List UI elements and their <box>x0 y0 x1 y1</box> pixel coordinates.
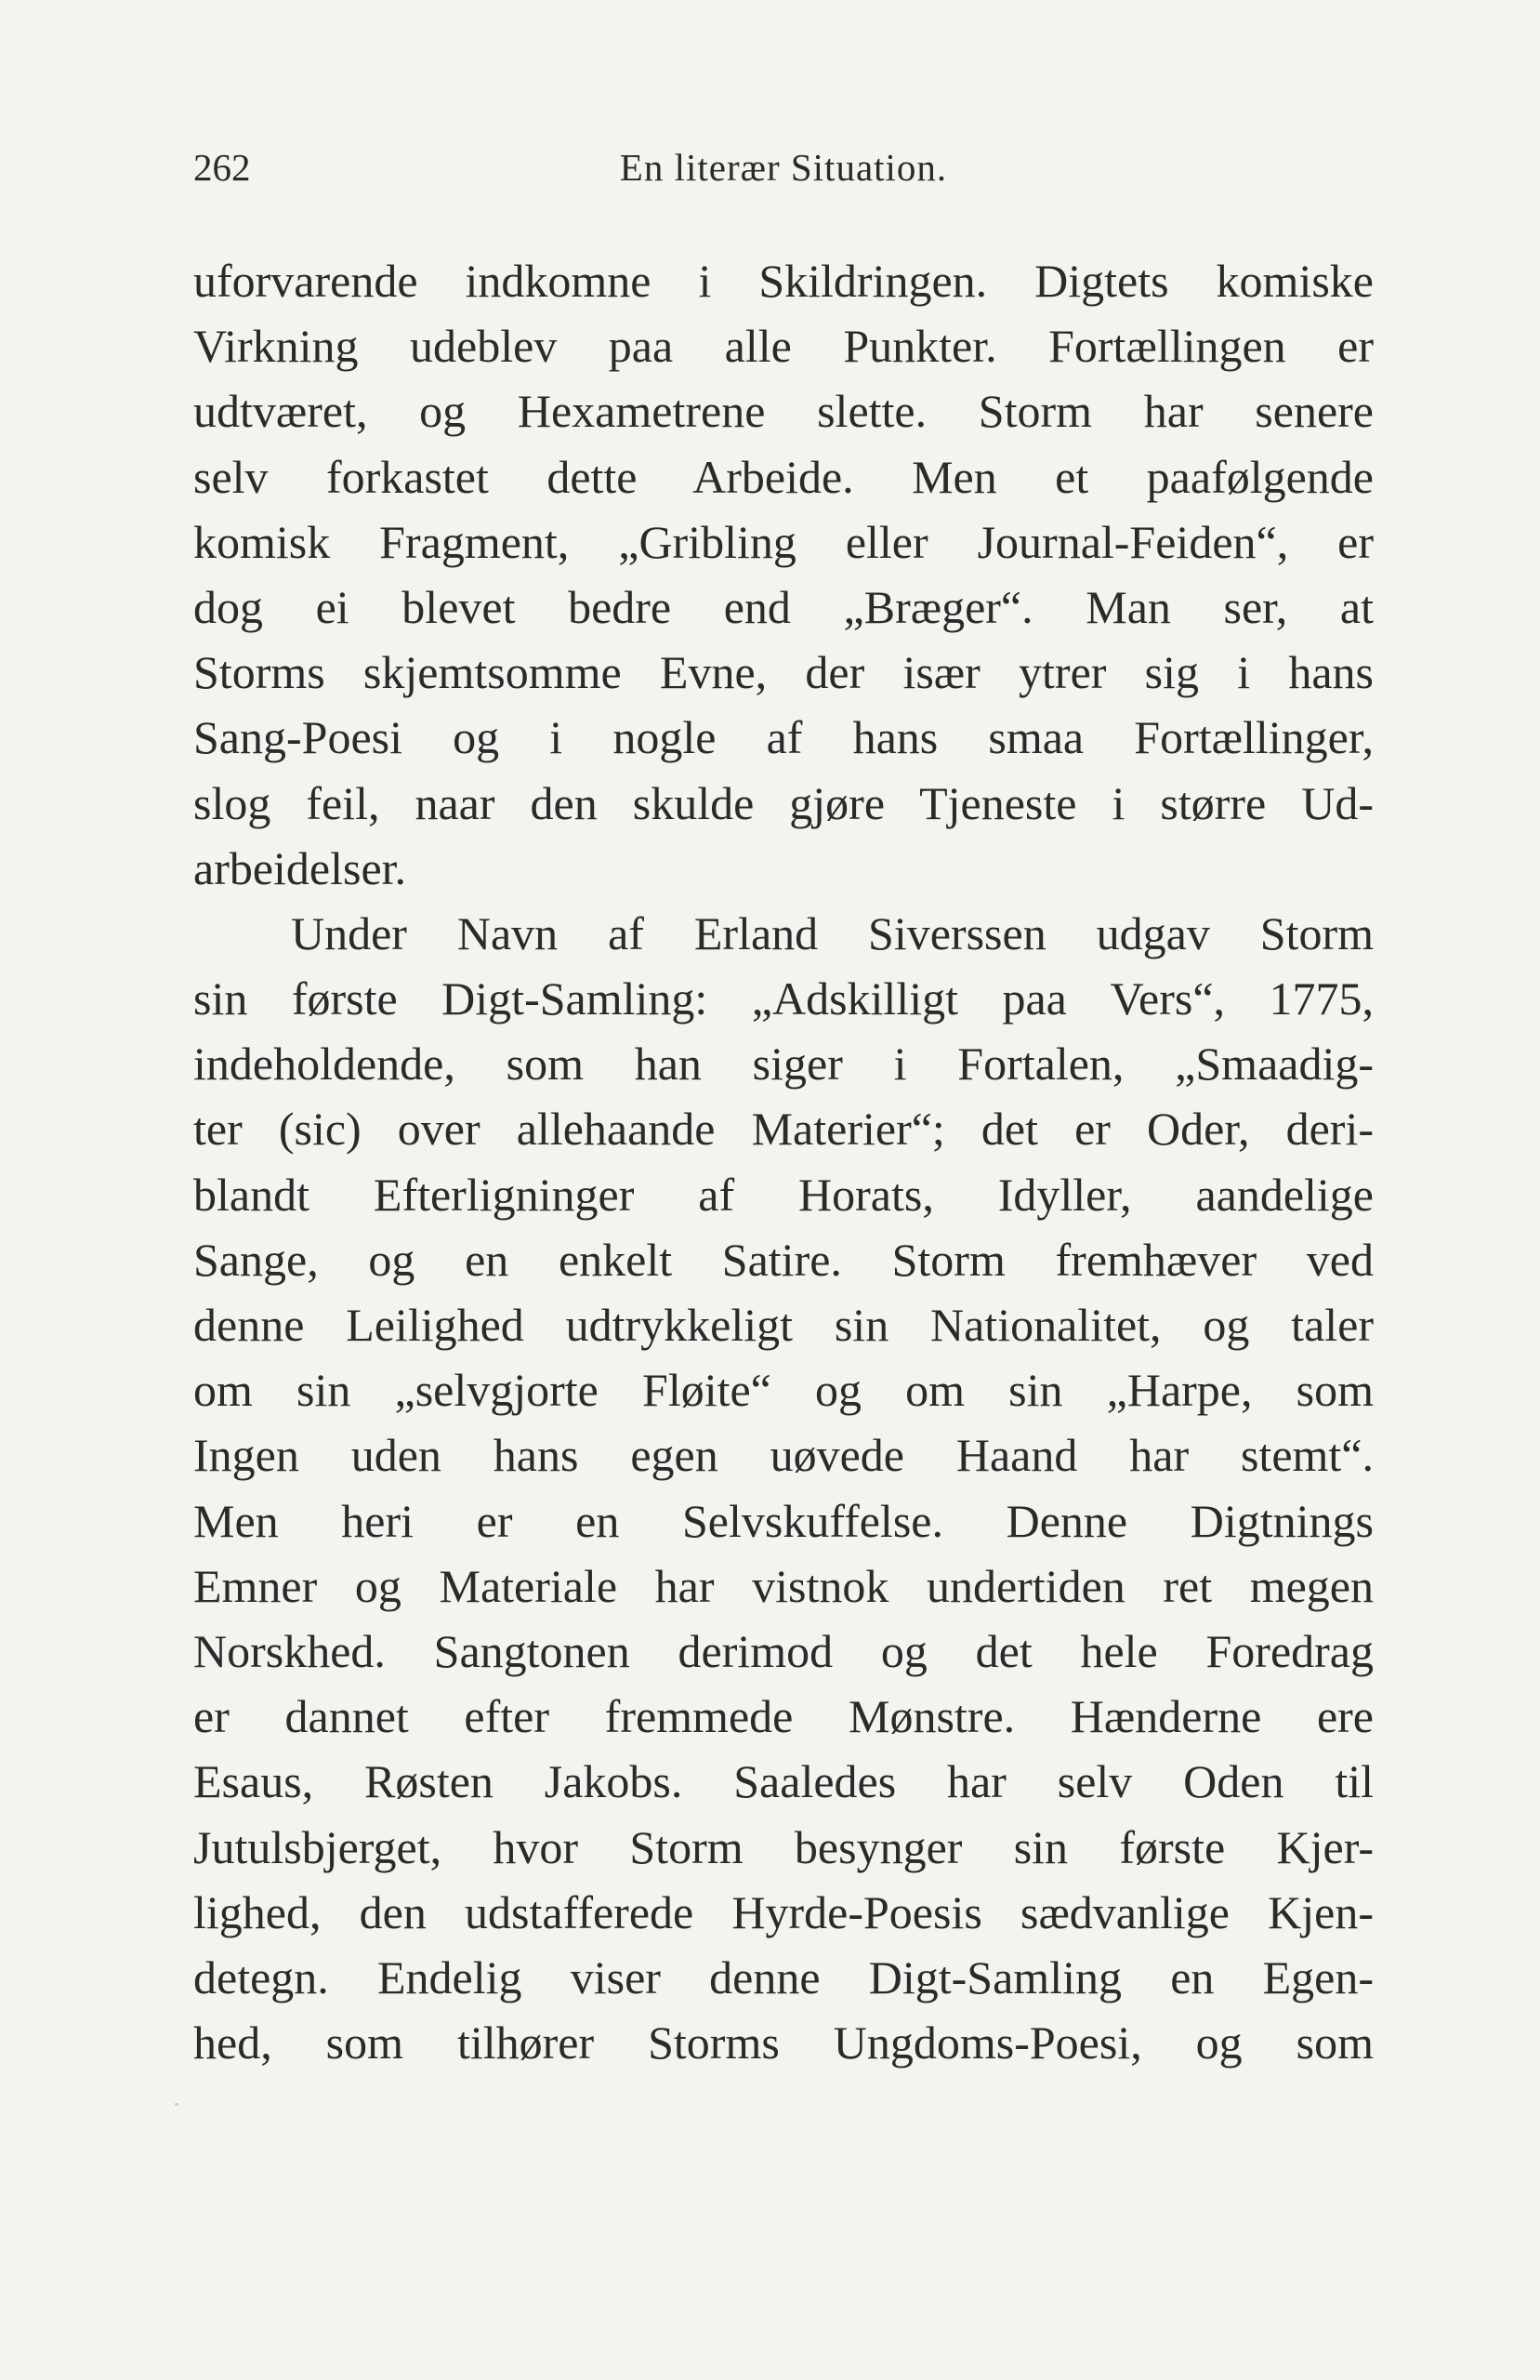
text-line: Jutulsbjerget, hvor Storm besynger sin første Kjer- <box>193 1820 1374 1873</box>
page-number: 262 <box>193 146 251 189</box>
text-line: lighed, den udstafferede Hyrde-Poesis sædvanlige Kjen- <box>193 1885 1374 1938</box>
body-text <box>193 248 1374 2075</box>
text-line: Sange, og en enkelt Satire. Storm fremhæver ved <box>193 1233 1374 1286</box>
text-line: komisk Fragment, „Gribling eller Journal-Feiden“, er <box>193 515 1374 568</box>
paper-speck <box>175 2103 178 2106</box>
text-line: Esaus, Røsten Jakobs. Saaledes har selv Oden til <box>193 1755 1374 1808</box>
paragraph-start-line: Under Navn af Erland Siverssen udgav Storm <box>291 906 1374 959</box>
running-head <box>193 139 1374 195</box>
text-line: Virkning udeblev paa alle Punkter. Fortællingen er <box>193 320 1374 373</box>
text-line: denne Leilighed udtrykkeligt sin Nationalitet, og taler <box>193 1299 1374 1351</box>
text-line: detegn. Endelig viser denne Digt-Samling en Egen- <box>193 1950 1374 2003</box>
running-title: En literær Situation. <box>619 146 948 189</box>
text-line: Ingen uden hans egen uøvede Haand har stemt“. <box>193 1429 1374 1482</box>
text-line: ter (sic) over allehaande Materier“; det er Oder, deri- <box>193 1103 1374 1156</box>
text-line: Men heri er en Selvskuffelse. Denne Digtnings <box>193 1494 1374 1547</box>
text-line: hed, som tilhører Storms Ungdoms-Poesi, og som <box>193 2016 1374 2069</box>
text-line: om sin „selvgjorte Fløite“ og om sin „Harpe, som <box>193 1364 1374 1417</box>
paragraph-end-line: arbeidelser. <box>193 841 407 894</box>
text-line: Norskhed. Sangtonen derimod og det hele Foredrag <box>193 1624 1374 1677</box>
text-line: Storms skjemtsomme Evne, der især ytrer sig i hans <box>193 646 1374 699</box>
text-line: dog ei blevet bedre end „Bræger“. Man ser, at <box>193 580 1374 633</box>
text-line: uforvarende indkomne i Skildringen. Digtets komiske <box>193 255 1374 307</box>
text-line: indeholdende, som han siger i Fortalen, „Smaadig- <box>193 1038 1374 1091</box>
text-line: Sang-Poesi og i nogle af hans smaa Fortællinger, <box>193 711 1374 764</box>
text-line: er dannet efter fremmede Mønstre. Hænderne ere <box>193 1690 1374 1743</box>
text-line: Emner og Materiale har vistnok undertiden ret megen <box>193 1559 1374 1612</box>
text-line: slog feil, naar den skulde gjøre Tjeneste i større Ud- <box>193 776 1374 829</box>
text-line: sin første Digt-Samling: „Adskilligt paa Vers“, 1775, <box>193 972 1374 1025</box>
text-line: udtværet, og Hexametrene slette. Storm har senere <box>193 385 1374 438</box>
text-line: selv forkastet dette Arbeide. Men et paafølgende <box>193 450 1374 503</box>
text-line: blandt Efterligninger af Horats, Idyller, aandelige <box>193 1168 1374 1221</box>
